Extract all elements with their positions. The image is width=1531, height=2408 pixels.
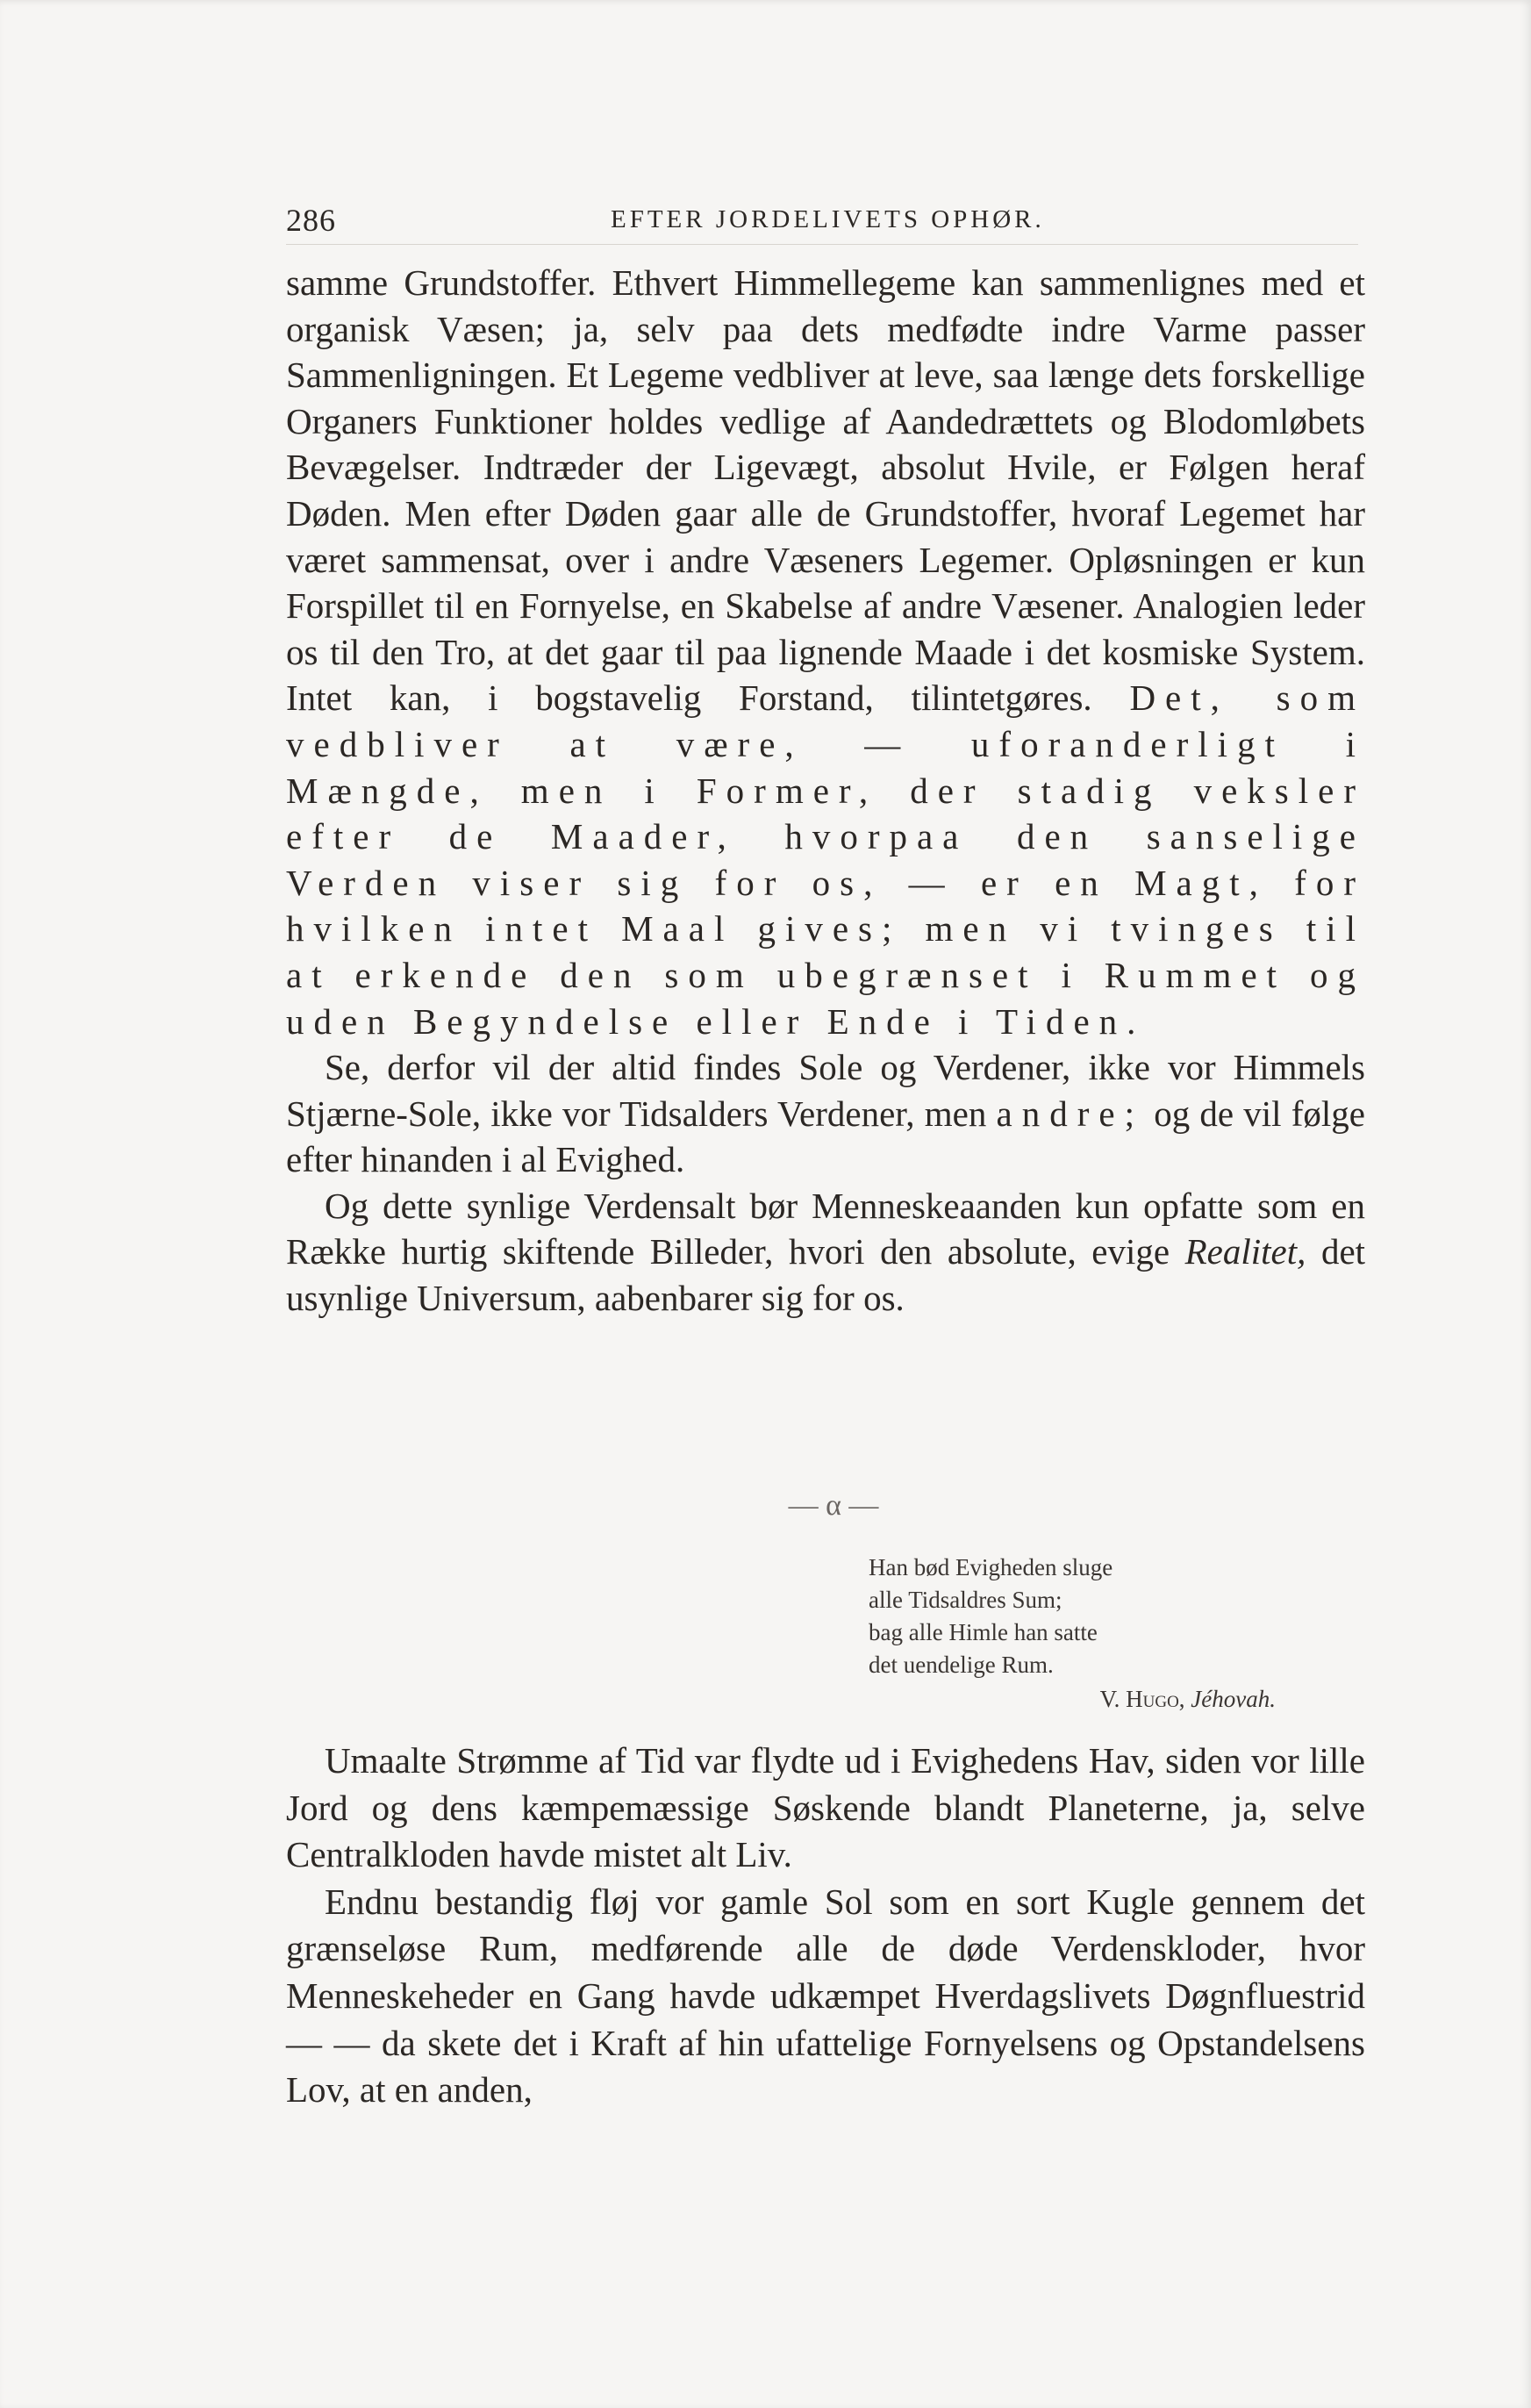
epigraph [869,1552,1298,1716]
epigraph-work: Jéhovah. [1191,1686,1276,1712]
body-text-lower [286,1738,1365,2114]
paragraph-2-spaced-word: andre; [996,1093,1144,1134]
paragraph-3-text-end: det usynlige Universum, aabenbarer sig for os. [286,1231,1366,1319]
page-number: 286 [286,203,336,238]
section-ornament: — α — [788,1489,879,1522]
running-head: EFTER JORDELIVETS OPHØR. [611,205,1045,233]
paragraph-3 [286,1183,1365,1322]
paragraph-3-italic-word: Realitet, [1184,1231,1306,1272]
paragraph-2 [286,1044,1365,1183]
paragraph-1 [286,260,1365,1044]
paragraph-5: Endnu bestandig fløj vor gamle Sol som en sort Kugle gennem det grænseløse Rum, medførende alle de døde Verdenskloder, hvor Menneskeheder en Gang havde udkæmpet Hverdagslivets Døgnfluestrid — — da skete det i Kraft af hin ufattelige Fornyelsens og Opstandelsens Lov, at en anden, [286,1881,1365,2111]
paragraph-3-text: Og dette synlige Verdensalt bør Menneskeaanden kun opfatte som en Række hurtig skiftende Billeder, hvori den absolute, evige [286,1185,1365,1272]
epigraph-line: alle Tidsaldres Sum; [869,1587,1062,1613]
epigraph-line: Han bød Evigheden sluge [869,1554,1113,1580]
epigraph-line: det uendelige Rum. [869,1652,1054,1678]
paragraph-2-text: Se, derfor vil der altid findes Sole og Verdener, ikke vor Himmels Stjærne-Sole, ikke vor Tidsalders Verdener, men [286,1047,1365,1134]
epigraph-author: V. Hugo, [1099,1686,1185,1712]
paragraph-2-text-end: og de vil følge efter hinanden i al Evighed. [286,1093,1365,1180]
body-text-upper [286,260,1365,1322]
paragraph-1-spaced-text: Det, som vedbliver at være, — uforanderligt i Mængde, men i Former, der stadig veksler efter de Maader, hvorpaa den sanselige Verden viser sig for os, — er en Magt, for hvilken intet Maal gives; men vi tvinges til at erkende den som ubegrænset i Rummet og uden Begyndelse eller Ende i Tiden. [286,677,1365,1042]
epigraph-attribution [869,1683,1298,1716]
epigraph-line: bag alle Himle han satte [869,1619,1098,1645]
paragraph-4: Umaalte Strømme af Tid var flydte ud i Evighedens Hav, siden vor lille Jord og dens kæmpemæssige Søskende blandt Planeterne, ja, selve Centralkloden havde mistet alt Liv. [286,1740,1365,1875]
paragraph-1-text: samme Grundstoffer. Ethvert Himmellegeme kan sammenlignes med et organisk Væsen; ja, selv paa dets medfødte indre Varme passer Sammenligningen. Et Legeme vedbliver at leve, saa længe dets forskellige Organers Funktioner holdes vedlige af Aandedrættets og Blodomløbets Bevægelser. Indtræder der Ligevægt, absolut Hvile, er Følgen heraf Døden. Men efter Døden gaar alle de Grundstoffer, hvoraf Legemet har været sammensat, over i andre Væseners Legemer. Opløsningen er kun Forspillet til en Fornyelse, en Skabelse af andre Væsener. Analogien leder os til den Tro, at det gaar til paa lignende Maade i det kosmiske System. Intet kan, i bogstavelig Forstand, tilintetgøres. [286,262,1365,719]
page-header [286,198,1358,245]
